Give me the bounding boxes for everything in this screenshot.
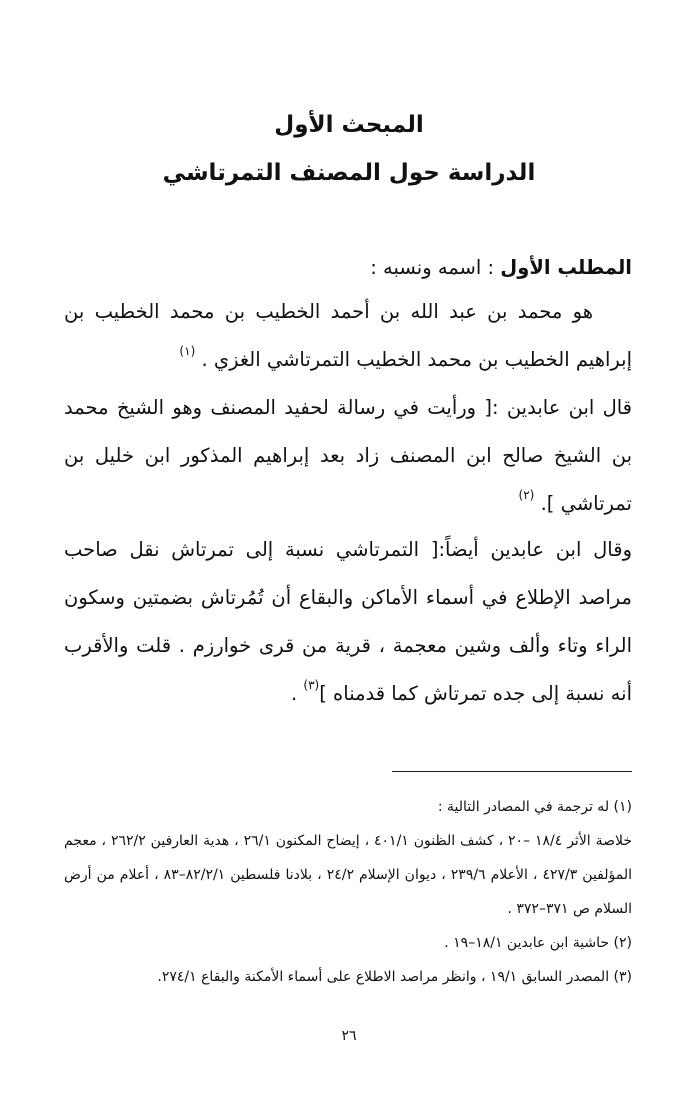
paragraph-text: قال ابن عابدين :[ ورأيت في رسالة لحفيد المصنف وهو الشيخ محمد بن الشيخ صالح ابن المصنف زاد بعد إبراهيم المذكور ابن خليل بن تمرتاشي ].	[64, 396, 632, 515]
section-heading	[370, 248, 632, 288]
footnote-marker: (١)	[179, 344, 196, 359]
section-label: المطلب الأول	[500, 256, 632, 279]
paragraph	[64, 288, 632, 384]
paragraph-tail: .	[291, 682, 304, 705]
section-subtitle: : اسمه ونسبه :	[370, 256, 501, 279]
chapter-title: الدراسة حول المصنف التمرتاشي	[162, 160, 536, 186]
footnote-marker: (٣)	[303, 678, 320, 693]
footnote-line: خلاصة الأثر ١٨/٤ –٢٠ ، كشف الظنون ٤٠١/١ ، إيضاح المكنون ٢٦/١ ، هدية العارفين ٢٦٢/٢ ، معجم المؤلفين ٤٢٧/٣ ، الأعلام ٢٣٩/٦ ، ديوان الإسلام ٢٤/٢ ، بلادنا فلسطين ٨٢/٢/١–٨٣ ، أعلام من أرض السلام ص ٣٧١–٣٧٢ .	[64, 833, 633, 917]
footnote-marker: (٢)	[518, 488, 535, 503]
paragraph	[64, 384, 632, 528]
chapter-heading: المبحث الأول	[274, 112, 424, 138]
paragraph	[64, 526, 632, 718]
paragraph-text: وقال ابن عابدين أيضاً:[ التمرتاشي نسبة إلى تمرتاش نقل صاحب مراصد الإطلاع في أسماء الأماكن والبقاع أن تُمُرتاش بضمتين وسكون الراء وتاء وألف وشين معجمة ، قرية من قرى خوارزم . قلت والأقرب أنه نسبة إلى جده تمرتاش كما قدمناه ]	[64, 538, 632, 705]
footnote-line: (٢) حاشية ابن عابدين ١٨/١–١٩ .	[444, 935, 632, 951]
footnote-separator	[392, 771, 632, 772]
footnote-line: (٣) المصدر السابق ١٩/١ ، وانظر مراصد الاطلاع على أسماء الأمكنة والبقاع ٢٧٤/١.	[157, 969, 632, 985]
footnote-line: (١) له ترجمة في المصادر التالية :	[437, 799, 632, 815]
page-number: ٢٦	[341, 1028, 357, 1044]
footnotes	[64, 790, 632, 994]
paragraph-text: هو محمد بن عبد الله بن أحمد الخطيب بن محمد الخطيب بن إبراهيم الخطيب بن محمد الخطيب التمرتاشي الغزي .	[64, 300, 632, 371]
